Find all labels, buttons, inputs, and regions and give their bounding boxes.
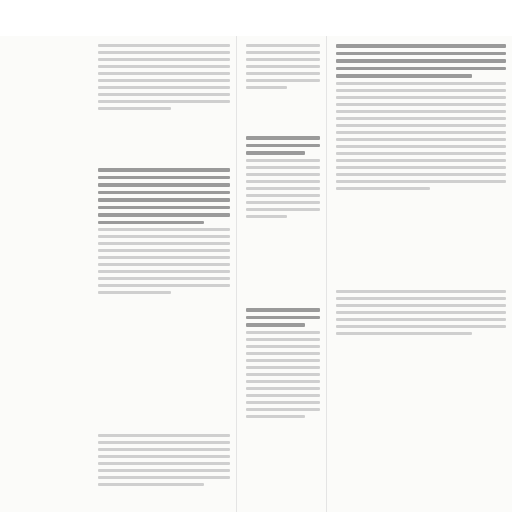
paragraph [98, 430, 230, 490]
column-right [330, 36, 512, 512]
paragraph [246, 132, 320, 222]
paragraph [336, 40, 506, 194]
column-left [92, 36, 237, 512]
paragraph [98, 164, 230, 298]
paragraph [336, 286, 506, 339]
column-middle [240, 36, 327, 512]
page-header [0, 0, 512, 36]
paragraph [246, 40, 320, 93]
paragraph [98, 40, 230, 114]
paragraph [246, 304, 320, 422]
